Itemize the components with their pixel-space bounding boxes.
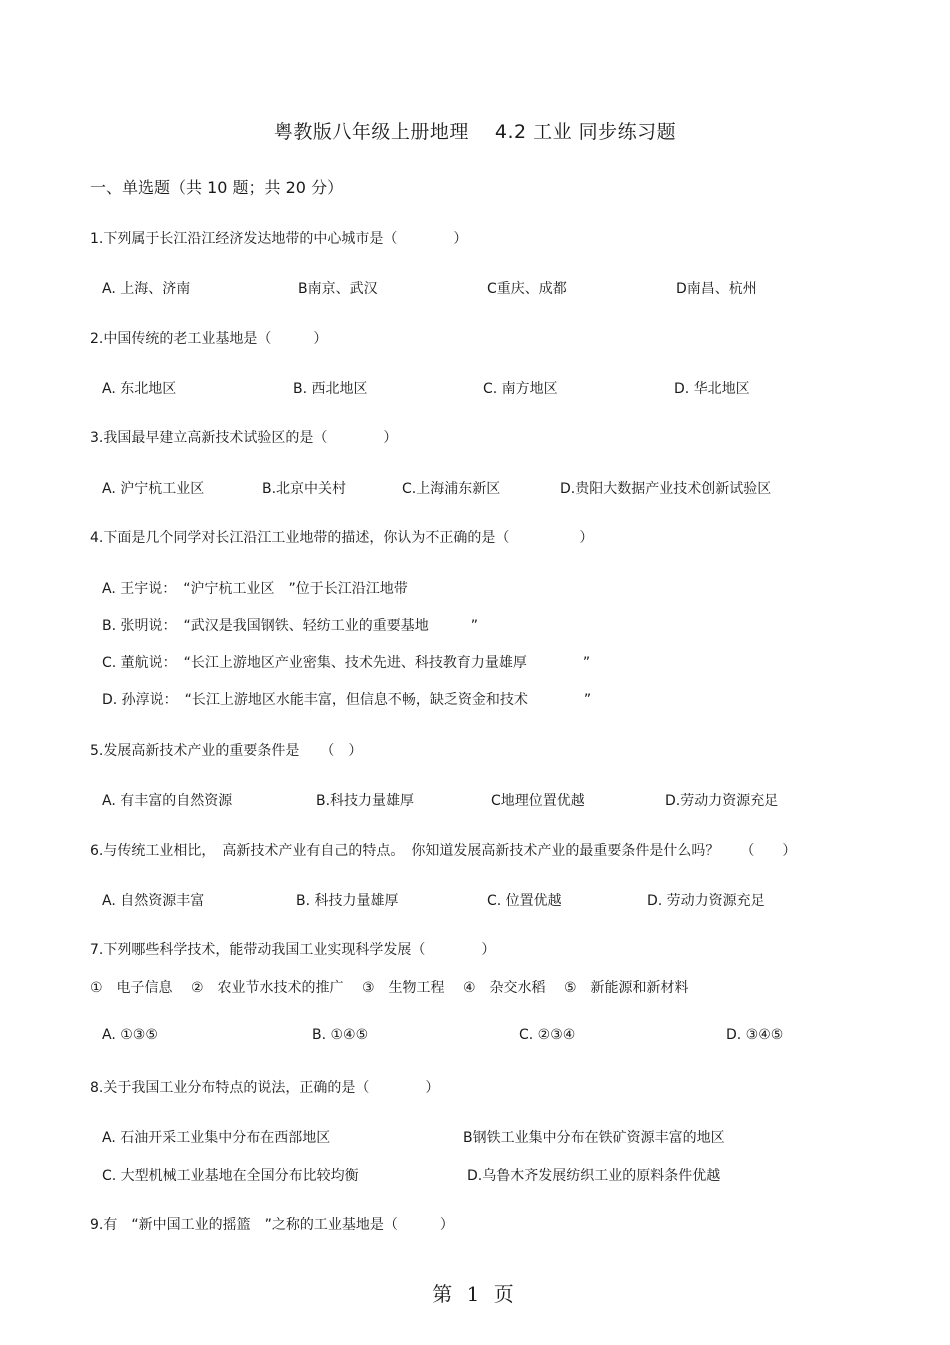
page-title: 粤教版八年级上册地理 4.2 工业 同步练习题: [273, 121, 677, 143]
question-8: 8.关于我国工业分布特点的说法，正确的是（ ）: [90, 1080, 440, 1096]
page-number: 第 1 页: [432, 1282, 518, 1306]
q7-option-b: B. ①④⑤: [312, 1027, 369, 1043]
question-5: 5.发展高新技术产业的重要条件是 （ ）: [90, 743, 363, 759]
q1-option-b: B南京、武汉: [298, 281, 378, 297]
q7-option-a: A. ①③⑤: [102, 1027, 158, 1043]
q7-option-c: C. ②③④: [519, 1027, 576, 1043]
q6-option-c: C. 位置优越: [487, 893, 562, 909]
question-3: 3.我国最早建立高新技术试验区的是（ ）: [90, 430, 398, 446]
question-6: 6.与传统工业相比， 高新技术产业有自己的特点。 你知道发展高新技术产业的最重要条件是什么吗？ （ ）: [90, 843, 797, 859]
q7-option-d: D. ③④⑤: [726, 1027, 784, 1043]
q5-option-a: A. 有丰富的自然资源: [102, 793, 233, 809]
q6-option-b: B. 科技力量雄厚: [296, 893, 399, 909]
q7-items: ① 电子信息 ② 农业节水技术的推广 ③ 生物工程 ④ 杂交水稻 ⑤ 新能源和新材料: [90, 980, 689, 996]
q2-option-a: A. 东北地区: [102, 381, 177, 397]
question-2: 2.中国传统的老工业基地是（ ）: [90, 331, 328, 347]
question-1: 1.下列属于长江沿江经济发达地带的中心城市是（ ）: [90, 231, 468, 247]
q2-option-d: D. 华北地区: [674, 381, 750, 397]
q2-option-c: C. 南方地区: [483, 381, 558, 397]
q3-option-b: B.北京中关村: [262, 481, 347, 497]
q3-option-a: A. 沪宁杭工业区: [102, 481, 205, 497]
q3-option-d: D.贵阳大数据产业技术创新试验区: [560, 481, 772, 497]
q4-option-a: A. 王宇说： “沪宁杭工业区 ”位于长江沿江地带: [102, 581, 408, 597]
q5-option-d: D.劳动力资源充足: [665, 793, 779, 809]
q5-option-b: B.科技力量雄厚: [316, 793, 415, 809]
q8-option-a: A. 石油开采工业集中分布在西部地区: [102, 1130, 331, 1146]
question-4: 4.下面是几个同学对长江沿江工业地带的描述，你认为不正确的是（ ）: [90, 530, 594, 546]
q1-option-a: A. 上海、济南: [102, 281, 191, 297]
q8-option-d: D.乌鲁木齐发展纺织工业的原料条件优越: [467, 1168, 721, 1184]
section-heading: 一、单选题（共 10 题；共 20 分）: [90, 178, 344, 197]
q2-option-b: B. 西北地区: [293, 381, 368, 397]
q8-option-c: C. 大型机械工业基地在全国分布比较均衡: [102, 1168, 359, 1184]
q8-option-b: B钢铁工业集中分布在铁矿资源丰富的地区: [463, 1130, 725, 1146]
q1-option-c: C重庆、成都: [487, 281, 567, 297]
q4-option-b: B. 张明说： “武汉是我国钢铁、轻纺工业的重要基地 ”: [102, 618, 479, 634]
q1-option-d: D南昌、杭州: [676, 281, 757, 297]
q3-option-c: C.上海浦东新区: [402, 481, 501, 497]
q6-option-d: D. 劳动力资源充足: [647, 893, 765, 909]
q6-option-a: A. 自然资源丰富: [102, 893, 205, 909]
question-9: 9.有 “新中国工业的摇篮 ”之称的工业基地是（ ）: [90, 1217, 454, 1233]
q4-option-c: C. 董航说： “长江上游地区产业密集、技术先进、科技教育力量雄厚 ”: [102, 655, 591, 671]
q5-option-c: C地理位置优越: [491, 793, 585, 809]
q4-option-d: D. 孙淳说： “长江上游地区水能丰富，但信息不畅，缺乏资金和技术 ”: [102, 692, 592, 708]
question-7: 7.下列哪些科学技术，能带动我国工业实现科学发展（ ）: [90, 942, 496, 958]
